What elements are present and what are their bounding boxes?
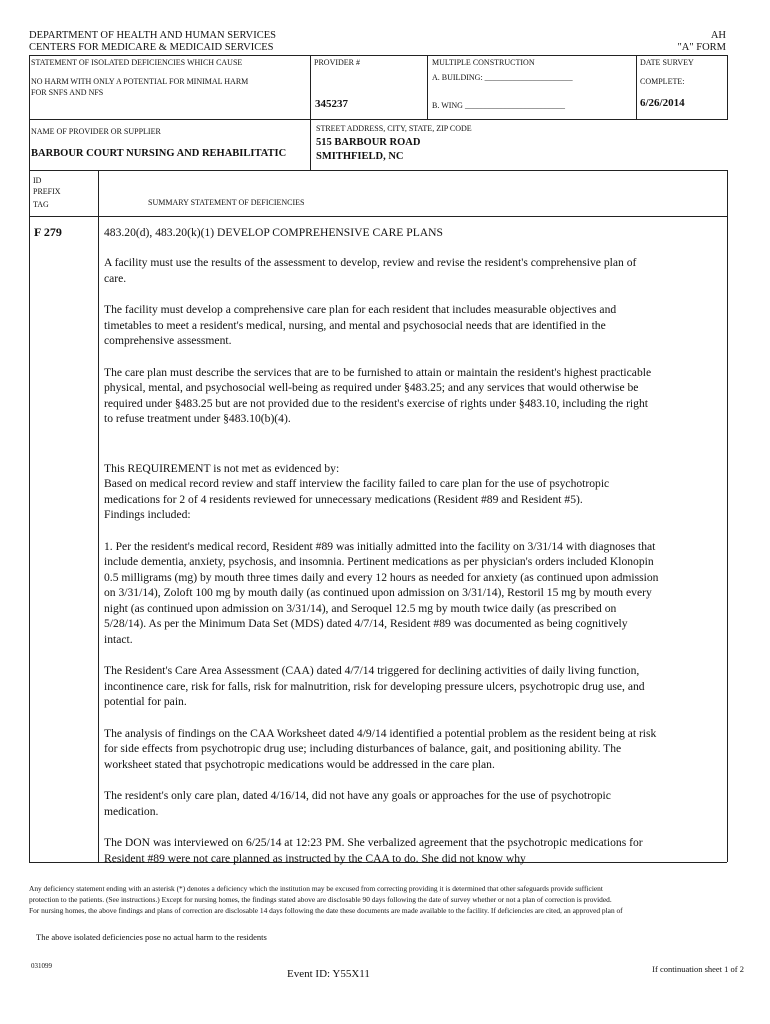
deficiency-tag: F 279 <box>34 225 62 239</box>
city-state: SMITHFIELD, NC <box>316 151 404 162</box>
event-id: Event ID: Y55X11 <box>287 968 370 980</box>
date-survey-label: DATE SURVEY <box>640 58 694 67</box>
paragraph-1: A facility must use the results of the assessment to develop, review and revise the resident's comprehensive plan of care. <box>104 256 637 285</box>
statement-label: STATEMENT OF ISOLATED DEFICIENCIES WHICH CAUSE <box>31 58 243 67</box>
paragraph-5: 1. Per the resident's medical record, Resident #89 was initially admitted into the facility on 3/31/14 with diagnoses that include dementia, anxiety, psychosis, and insomnia. Pertinent medications as per physician's orders included Klonopin 0.5 milligrams (mg) by mouth three times daily and every 12 hours as needed for anxiety (as continued upon admission on 3/31/14), Zoloft 100 mg by mouth daily (as continued upon admission on 3/31/14), Restoril 15 mg by mouth every night (as continued upon admission on 3/31/14), and Seroquel 12.5 mg by mouth twice daily (as prescribed on 5/28/14). As per the Minimum Data Set (MDS) dated 4/7/14, Resident #89 was documented as being cognitively intact. <box>104 539 659 646</box>
wing-label: B. WING _________________________ <box>432 101 565 110</box>
centers-title: CENTERS FOR MEDICARE & MEDICAID SERVICES <box>29 42 274 53</box>
paragraph-4: This REQUIREMENT is not met as evidenced by: Based on medical record review and staff interview the facility failed to care plan for the use of psychotropic medications for 2 of 4 residents reviewed for unnecessary medications (Resident #89 and Resident #5). Findings included: <box>104 461 610 521</box>
provider-number: 345237 <box>315 98 348 110</box>
tag-label: TAG <box>33 200 49 209</box>
deficiency-title: 483.20(d), 483.20(k)(1) DEVELOP COMPREHENSIVE CARE PLANS <box>104 226 444 239</box>
department-title: DEPARTMENT OF HEALTH AND HUMAN SERVICES <box>29 30 276 41</box>
survey-date: 6/26/2014 <box>640 97 685 109</box>
summary-label: SUMMARY STATEMENT OF DEFICIENCIES <box>148 198 305 207</box>
paragraph-6: The Resident's Care Area Assessment (CAA) dated 4/7/14 triggered for declining activities of daily living function, incontinence care, risk for falls, risk for malnutrition, risk for developing pressure ulcers, psychotropic drug use, and potential for pain. <box>104 664 645 708</box>
disclaimer-line-2: protection to the patients. (See instructions.) Except for nursing homes, the findings stated above are disclosable 90 days following the date of survey whether or not a plan of correction is provided. <box>29 895 612 904</box>
paragraph-2: The facility must develop a comprehensive care plan for each resident that includes measurable objectives and timetables to meet a resident's medical, nursing, and mental and psychosocial needs that are identified in the comprehensive assessment. <box>104 303 617 347</box>
id-label: ID <box>33 176 42 185</box>
paragraph-9: The DON was interviewed on 6/25/14 at 12:23 PM. She verbalized agreement that the psychotropic medications for Resident #89 were not care planned as instructed by the CAA to do. She did not know why <box>104 836 643 865</box>
paragraph-3: The care plan must describe the services that are to be furnished to attain or maintain the resident's highest practicable physical, mental, and psychosocial well-being as required under §483.25; and any services that would otherwise be required under §483.25 but are not provided due to the resident's exercise of rights under §483.10, including the right to refuse treatment under §483.10(b)(4). <box>104 365 652 425</box>
form-name: "A" FORM <box>677 42 726 53</box>
disclaimer-line-1: Any deficiency statement ending with an asterisk (*) denotes a deficiency which the institution may be excused from correcting providing it is determined that other safeguards provide sufficient <box>29 884 603 893</box>
disclaimer-line-3: For nursing homes, the above findings and plans of correction are disclosable 14 days following the date these documents are made available to the facility. If deficiencies are cited, an approved plan of <box>29 906 623 915</box>
harm-line-2: FOR SNFS AND NFS <box>31 88 104 97</box>
prefix-label: PREFIX <box>33 187 61 196</box>
building-label: A. BUILDING: ______________________ <box>432 73 573 82</box>
provider-label: PROVIDER # <box>314 58 361 67</box>
paragraph-7: The analysis of findings on the CAA Worksheet dated 4/9/14 identified a potential problem as the resident being at risk for side effects from psychotropic drug use; including disturbances of balance, gait, and positioning ability. The worksheet stated that psychotropic medications would be addressed in the care plan. <box>104 726 657 771</box>
provider-name-label: NAME OF PROVIDER OR SUPPLIER <box>31 127 161 136</box>
street-address: 515 BARBOUR ROAD <box>316 137 421 148</box>
continuation-sheet: If continuation sheet 1 of 2 <box>652 964 744 974</box>
deficiency-body <box>104 255 659 865</box>
complete-label: COMPLETE: <box>640 77 685 86</box>
paragraph-8: The resident's only care plan, dated 4/16/14, did not have any goals or approaches for the use of psychotropic medication. <box>104 789 611 818</box>
form-code: AH <box>710 30 726 41</box>
harm-line-1: NO HARM WITH ONLY A POTENTIAL FOR MINIMAL HARM <box>31 77 249 86</box>
isolated-deficiency-note: The above isolated deficiencies pose no actual harm to the residents <box>36 932 267 942</box>
provider-name: BARBOUR COURT NURSING AND REHABILITATIC <box>31 148 287 159</box>
multiple-construction-label: MULTIPLE CONSTRUCTION <box>432 58 535 67</box>
street-address-label: STREET ADDRESS, CITY, STATE, ZIP CODE <box>316 124 472 133</box>
form-number: 031099 <box>31 962 52 970</box>
